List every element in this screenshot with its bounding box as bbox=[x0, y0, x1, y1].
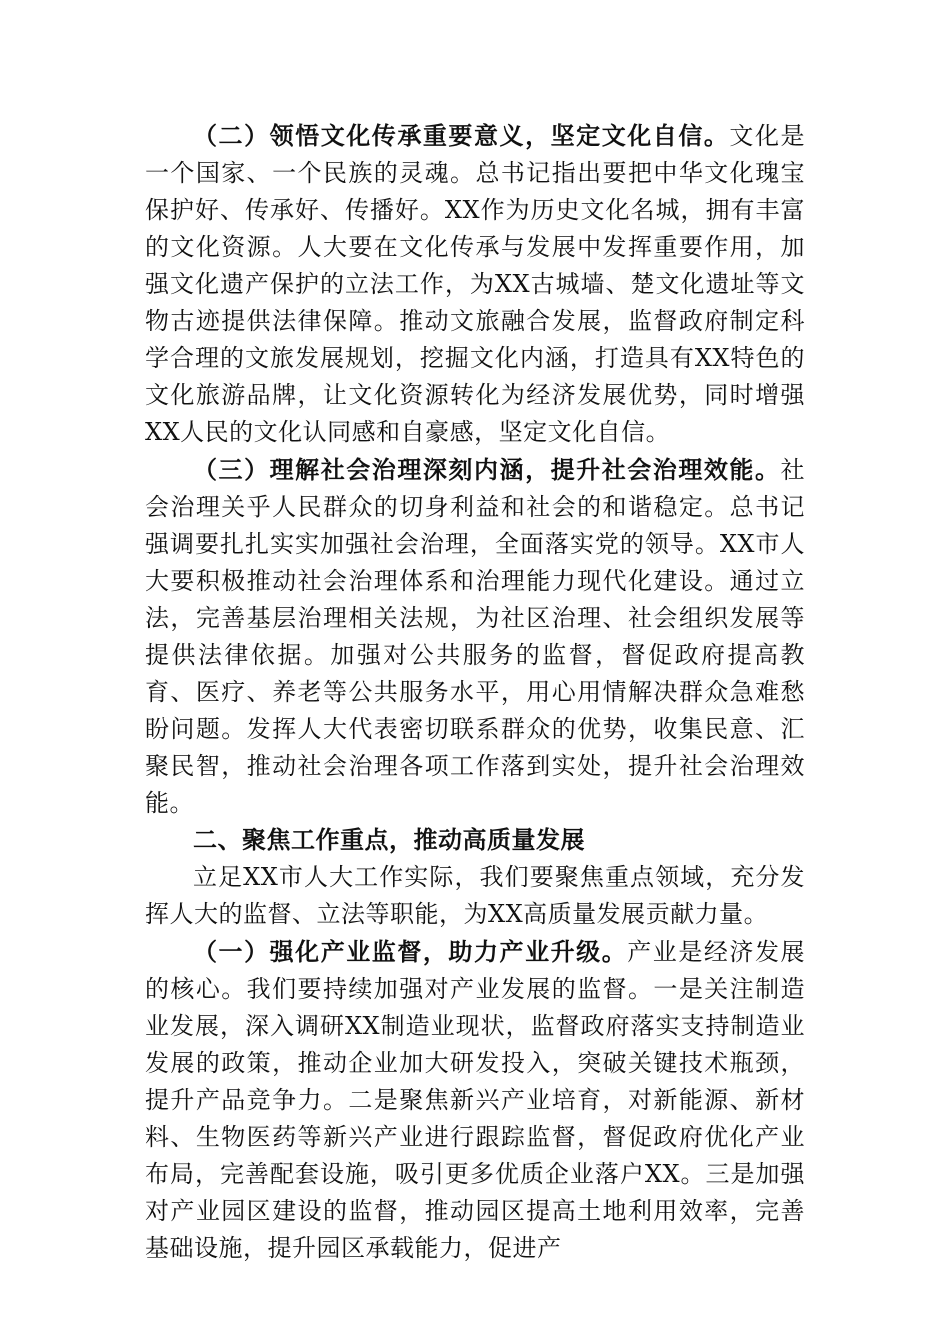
paragraph-lead: （一）强化产业监督，助力产业升级。 bbox=[193, 937, 628, 966]
document-body bbox=[145, 117, 805, 1267]
section-intro: 立足XX市人大工作实际，我们要聚焦重点领域，充分发挥人大的监督、立法等职能，为XX高质量发展贡献力量。 bbox=[145, 863, 805, 928]
section-heading: 二、聚焦工作重点，推动高质量发展 bbox=[193, 826, 585, 854]
paragraph-culture bbox=[145, 117, 805, 451]
paragraph-text: 社会治理关乎人民群众的切身利益和社会的和谐稳定。总书记强调要扎扎实实加强社会治理，全面落实党的领导。XX市人大要积极推动社会治理体系和治理能力现代化建设。通过立法，完善基层治理相关法规，为社区治理、社会组织发展等提供法律依据。加强对公共服务的监督，督促政府提高教育、医疗、养老等公共服务水平，用心用情解决群众急难愁盼问题。发挥人大代表密切联系群众的优势，收集民意、汇聚民智，推动社会治理各项工作落到实处，提升社会治理效能。 bbox=[145, 456, 805, 817]
paragraph-text: 产业是经济发展的核心。我们要持续加强对产业发展的监督。一是关注制造业发展，深入调研XX制造业现状，监督政府落实支持制造业发展的政策，推动企业加大研发投入，突破关键技术瓶颈，提升产品竞争力。二是聚焦新兴产业培育，对新能源、新材料、生物医药等新兴产业进行跟踪监督，督促政府优化产业布局，完善配套设施，吸引更多优质企业落户XX。三是加强对产业园区建设的监督，推动园区提高土地利用效率，完善基础设施，提升园区承载能力，促进产 bbox=[145, 938, 806, 1262]
paragraph-lead: （三）理解社会治理深刻内涵，提升社会治理效能。 bbox=[193, 455, 781, 484]
paragraph-industry bbox=[145, 933, 805, 1267]
paragraph-text: 文化是一个国家、一个民族的灵魂。总书记指出要把中华文化瑰宝保护好、传承好、传播好。XX作为历史文化名城，拥有丰富的文化资源。人大要在文化传承与发展中发挥重要作用，加强文化遗产保护的立法工作，为XX古城墙、楚文化遗址等文物古迹提供法律保障。推动文旅融合发展，监督政府制定科学合理的文旅发展规划，挖掘文化内涵，打造具有XX特色的文化旅游品牌，让文化资源转化为经济发展优势，同时增强XX人民的文化认同感和自豪感，坚定文化自信。 bbox=[145, 122, 806, 446]
paragraph-lead: （二）领悟文化传承重要意义，坚定文化自信。 bbox=[193, 121, 730, 150]
paragraph-governance bbox=[145, 451, 805, 822]
